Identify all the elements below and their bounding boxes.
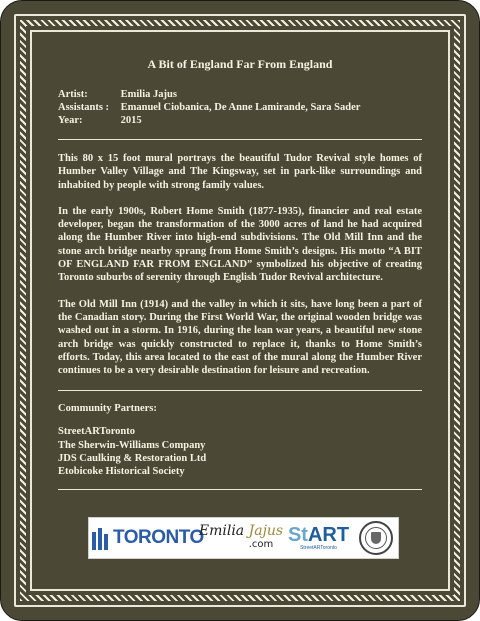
artist-logo-last: Jajus xyxy=(248,523,284,539)
artist-logo-first: Emilia xyxy=(198,523,245,539)
divider xyxy=(58,489,422,490)
partner-item: StreetARToronto xyxy=(58,426,136,438)
start-logo-sub: StreetARToronto xyxy=(300,545,337,551)
plaque-title: A Bit of England Far From England xyxy=(147,57,333,71)
assistants-value: Emanuel Ciobanica, De Anne Lamirande, Sara Sader xyxy=(120,102,361,113)
partner-item: Etobicoke Historical Society xyxy=(58,466,185,478)
meta-block xyxy=(58,88,422,127)
paragraph-history: In the early 1900s, Robert Home Smith (1877-1935), financier and real estate developer, began the transformation of the 3000 acres of land he had acquired along the Humber River into high-end subdivisions. The Old Mill Inn and the stone arch bridge nearby sprang from Home Smith’s designs. His motto “A BIT OF ENGLAND FAR FROM ENGLAND” symbolized his objective of creating Toronto suburbs of serenity through English Tudor Revival architecture. xyxy=(58,205,422,284)
year-value: 2015 xyxy=(120,115,142,126)
paragraph-old-mill: The Old Mill Inn (1914) and the valley in which it sits, have long been a part of the Canadian story. During the First World War, the original wooden bridge was washed out in a storm. In 1916, during the lean war years, a beautiful new stone arch bridge was quickly constructed to replace it, thanks to Home Smith’s efforts. Today, this area located to the east of the mural along the Humber River continues to be a very desirable destination for leisure and recreation. xyxy=(58,298,422,377)
toronto-wordmark: TORONTO xyxy=(113,527,204,548)
sponsor-logo-bar xyxy=(88,517,399,559)
city-hall-icon xyxy=(92,526,110,550)
artist-value: Emilia Jajus xyxy=(120,89,177,100)
toronto-logo xyxy=(92,526,204,550)
artist-logo-domain: .com xyxy=(248,539,274,550)
start-logo-st: St xyxy=(287,524,308,546)
artist-label: Artist: xyxy=(58,89,88,100)
paragraph-intro: This 80 x 15 foot mural portrays the beautiful Tudor Revival style homes of Humber Valley Village and The Kingsway, set in park-like surroundings and inhabited by people with strong family values. xyxy=(58,153,422,191)
divider xyxy=(58,139,422,140)
partner-item: The Sherwin-Williams Company xyxy=(58,439,206,451)
artist-row xyxy=(58,88,422,101)
divider xyxy=(58,390,422,391)
start-logo-art: ART xyxy=(307,524,350,546)
year-label: Year: xyxy=(58,115,83,126)
partner-item: JDS Caulking & Restoration Ltd xyxy=(58,453,207,465)
partners-list xyxy=(58,425,422,478)
assistants-label: Assistants : xyxy=(58,102,110,113)
start-logo xyxy=(286,525,351,551)
year-row xyxy=(58,114,422,127)
plaque-content xyxy=(58,51,422,502)
partners-heading: Community Partners: xyxy=(58,403,157,415)
artist-logo xyxy=(196,524,286,552)
assistants-row xyxy=(58,101,422,114)
historical-society-seal-icon xyxy=(359,521,393,555)
